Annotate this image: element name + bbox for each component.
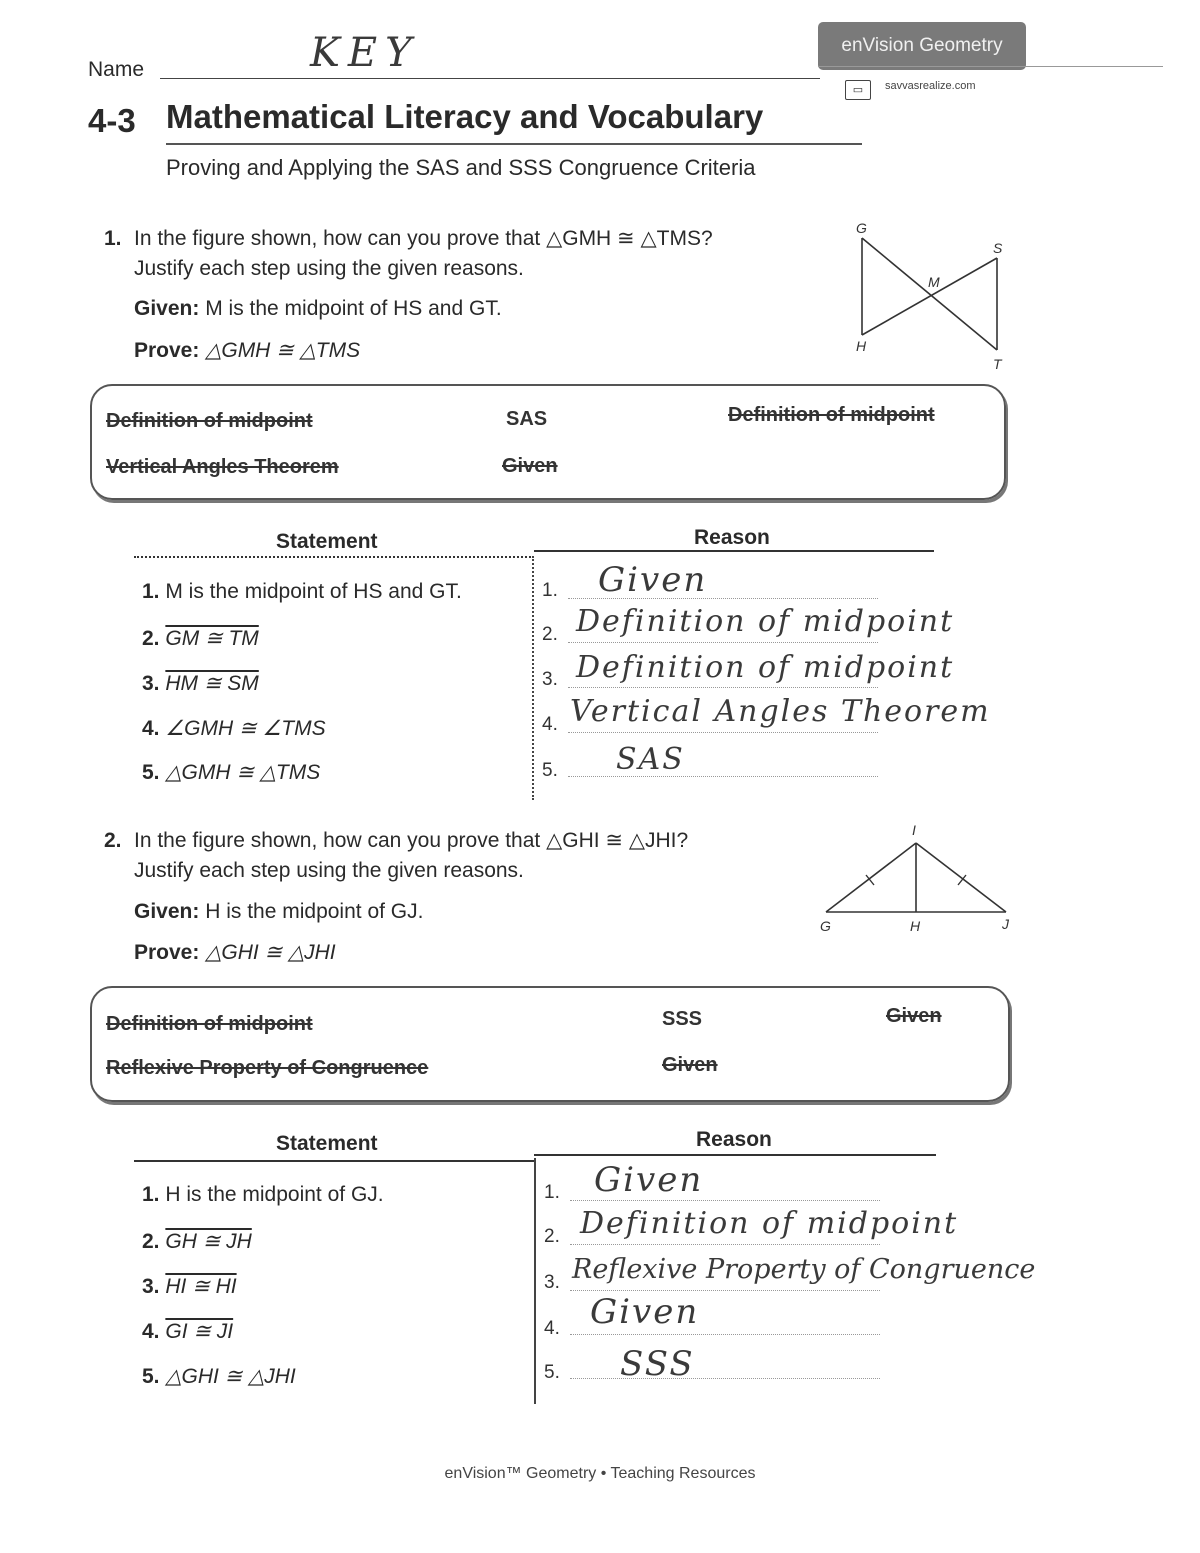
q2-column-divider [534,1158,536,1404]
q1-number: 1. [104,227,122,250]
q2-answer-line [570,1290,880,1291]
q2-handwritten-reason: SSS [620,1344,695,1384]
brand-badge: enVision Geometry [818,22,1026,70]
q2-handwritten-reason: Given [594,1160,704,1200]
title-rule [166,143,862,145]
q2-prove [134,938,336,968]
q2-statement-header: Statement [276,1132,378,1155]
q1-statement-row: 1. M is the midpoint of HS and GT. [142,580,462,603]
q1-answer-line [568,687,878,688]
q1-bank-item: Given [502,455,558,477]
q1-prove-label: Prove: [134,339,200,362]
q2-handwritten-reason: Given [590,1292,700,1332]
q1-label-s: S [993,240,1003,256]
q2-label-h: H [910,918,921,934]
q2-reason-header: Reason [696,1128,772,1151]
q1-prompt: In the figure shown, how can you prove that △GMH ≅ △TMS? [134,227,713,250]
q1-statement-row: 4. ∠GMH ≅ ∠TMS [142,717,326,740]
monitor-icon: ▭ [845,80,871,100]
q2-reason-number: 4. [544,1318,560,1339]
q1-given [134,294,502,324]
q1-word-bank [90,384,1006,500]
q2-prompt-2: Justify each step using the given reasons. [134,859,524,882]
q2-statement-row: 1. H is the midpoint of GJ. [142,1183,384,1206]
q2-reason-number: 3. [544,1272,560,1293]
q1-bank-item: Definition of midpoint [728,404,935,426]
q2-bank-item: Given [886,1005,942,1027]
q2-handwritten-reason: Definition of midpoint [580,1206,959,1241]
q2-bank-item: Reflexive Property of Congruence [106,1057,429,1079]
q2-figure [810,825,1020,925]
q1-reason-header: Reason [694,526,770,549]
q1-answer-line [568,642,878,643]
q2-prompt: In the figure shown, how can you prove that △GHI ≅ △JHI? [134,829,689,852]
q2-statement-row: 5. △GHI ≅ △JHI [142,1365,296,1388]
brand-rule [818,66,1163,67]
q1-label-t: T [993,356,1002,372]
q2-bank-item: Definition of midpoint [106,1013,313,1035]
q2-given [134,897,423,927]
q2-given-text: H is the midpoint of GJ. [205,900,424,923]
q1-reason-number: 3. [542,669,558,690]
q1-reason-number: 2. [542,624,558,645]
q2-number: 2. [104,829,122,852]
q1-column-divider [532,556,534,800]
q2-bank-item: SSS [662,1008,703,1030]
q2-label-g: G [820,918,831,934]
name-label: Name [88,58,145,81]
lesson-number: 4-3 [88,102,136,139]
q2-answer-line [570,1378,880,1379]
segment-hs [862,258,997,335]
q2-reason-number: 1. [544,1182,560,1203]
q1-label-h: H [856,338,867,354]
segment-gi [826,843,916,912]
q2-label-i: I [912,822,916,838]
q2-header-rule [534,1154,936,1156]
q1-bank-item: Definition of midpoint [106,410,313,432]
q1-statement-row: 2. GM ≅ TM [142,627,259,650]
q2-header-rule [134,1160,534,1162]
page-title: Mathematical Literacy and Vocabulary [166,98,764,135]
q1-answer-line [568,732,878,733]
site-url: savvasrealize.com [885,80,976,92]
q1-statement-row: 3. HM ≅ SM [142,672,259,695]
q1-given-text: M is the midpoint of HS and GT. [205,297,502,320]
q1-handwritten-reason: SAS [616,742,685,777]
q2-word-bank [90,986,1010,1102]
q1-prove [134,336,360,366]
q1-reason-number: 4. [542,714,558,735]
q2-statement-row: 3. HI ≅ HI [142,1275,237,1298]
q1-figure [850,220,1010,380]
q1-handwritten-reason: Vertical Angles Theorem [570,694,991,729]
q1-header-rule [534,550,934,552]
q1-statement-header: Statement [276,530,378,553]
q1-header-rule [134,556,534,558]
q2-given-label: Given: [134,900,200,923]
q1-label-m: M [928,274,940,290]
q1-bank-item: Vertical Angles Theorem [106,456,339,478]
handwritten-name: KEY [310,30,420,76]
q2-answer-line [570,1200,880,1201]
q2-answer-line [570,1244,880,1245]
q1-reason-number: 1. [542,580,558,601]
segment-ji [916,843,1006,912]
q2-reason-number: 5. [544,1362,560,1383]
q1-answer-line [568,776,878,777]
q2-bank-item: Given [662,1054,718,1076]
q2-handwritten-reason: Reflexive Property of Congruence [572,1254,1036,1285]
q1-handwritten-reason: Definition of midpoint [576,650,955,685]
q1-label-g: G [856,220,867,236]
q1-statement-row: 5. △GMH ≅ △TMS [142,761,321,784]
q2-prove-label: Prove: [134,941,200,964]
segment-gt [862,238,997,350]
q2-label-j: J [1002,916,1009,932]
q1-prove-text: △GMH ≅ △TMS [205,339,361,362]
name-line [160,78,820,79]
q1-bank-item: SAS [506,408,548,430]
q1-handwritten-reason: Given [598,560,708,600]
q2-statement-row: 4. GI ≅ JI [142,1320,234,1343]
q1-prompt-2: Justify each step using the given reasons. [134,257,524,280]
q1-handwritten-reason: Definition of midpoint [576,604,955,639]
q1-reason-number: 5. [542,760,558,781]
q2-statement-row: 2. GH ≅ JH [142,1230,252,1253]
q2-reason-number: 2. [544,1226,560,1247]
q2-answer-line [570,1334,880,1335]
page-footer: enVision™ Geometry • Teaching Resources [444,1465,756,1482]
page-subtitle: Proving and Applying the SAS and SSS Congruence Criteria [166,155,756,180]
q2-prove-text: △GHI ≅ △JHI [205,941,336,964]
q1-given-label: Given: [134,297,200,320]
